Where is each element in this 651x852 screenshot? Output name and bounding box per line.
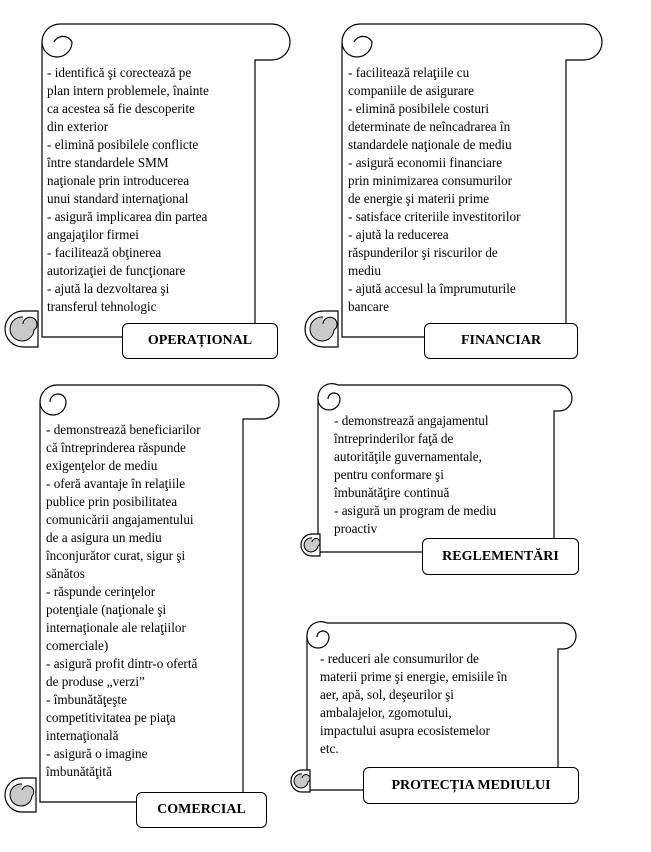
text-line: înconjurător curat, sigur şi [46, 548, 186, 563]
text-line: de a asigura un mediu [46, 530, 162, 545]
label-reglementari: REGLEMENTĂRI [422, 538, 579, 575]
text-line: proactiv [334, 521, 378, 536]
text-line: internaţionale ale relaţiilor [46, 620, 186, 635]
text-line: - elimină posibilele conflicte [47, 137, 199, 152]
label-comercial: COMERCIAL [136, 792, 267, 828]
text-line: potenţiale (naţionale şi [46, 602, 167, 617]
text-line: pentru conformare şi [334, 467, 444, 482]
text-line: - îmbunătăţeşte [46, 692, 127, 707]
text-line: de energie şi materii prime [348, 191, 490, 206]
reglementari-text [334, 412, 496, 538]
text-line: bancare [348, 299, 389, 314]
text-line: etc. [320, 741, 339, 756]
text-line: comerciale) [46, 638, 109, 653]
text-line: că întreprinderea răspunde [46, 440, 186, 455]
text-line: - reduceri ale consumurilor de [320, 651, 479, 666]
label-financiar: FINANCIAR [424, 323, 578, 359]
text-line: naţionale prin introducerea [47, 173, 190, 188]
text-line: prin minimizarea consumurilor [348, 173, 513, 188]
text-line: - asigură economii financiare [348, 155, 503, 170]
text-line: - asigură un program de mediu [334, 503, 497, 518]
text-line: mediu [348, 263, 381, 278]
text-line: între standardele SMM [47, 155, 169, 170]
text-line: plan intern problemele, înainte [47, 83, 209, 98]
text-line: - ajută la reducerea [348, 227, 449, 242]
text-line: - asigură implicarea din partea [47, 209, 208, 224]
text-line: - elimină posibilele costuri [348, 101, 489, 116]
text-line: comunicării angajamentului [46, 512, 194, 527]
text-line: publice prin posibilitatea [46, 494, 178, 509]
financiar-text [348, 64, 520, 316]
text-line: - răspunde cerinţelor [46, 584, 156, 599]
text-line: exigenţelor de mediu [46, 458, 158, 473]
text-line: determinate de neîncadrarea în [348, 119, 511, 134]
text-line: din exterior [47, 119, 109, 134]
text-line: materii prime şi energie, emisiile în [320, 669, 508, 684]
text-line: - asigură o imagine [46, 746, 148, 761]
text-line: de produse „verzi” [46, 674, 145, 689]
text-line: sănătos [46, 566, 85, 581]
text-line: unui standard internaţional [47, 191, 189, 206]
text-line: răspunderilor şi riscurilor de [348, 245, 498, 260]
text-line: - identifică şi corectează pe [47, 65, 192, 80]
text-line: ca acestea să fie descoperite [47, 101, 195, 116]
text-line: autorizaţiei de funcţionare [47, 263, 186, 278]
text-line: îmbunătăţire continuă [334, 485, 450, 500]
text-line: - satisface criteriile investitorilor [348, 209, 521, 224]
text-line: impactului asupra ecosistemelor [320, 723, 490, 738]
comercial-text [46, 421, 201, 781]
text-line: - demonstrează angajamentul [334, 413, 489, 428]
text-line: angajaţilor firmei [47, 227, 139, 242]
text-line: transferul tehnologic [47, 299, 157, 314]
text-line: întreprinderilor faţă de [334, 431, 454, 446]
text-line: aer, apă, sol, deşeurilor şi [320, 687, 454, 702]
text-line: - ajută accesul la împrumuturile [348, 281, 516, 296]
text-line: - ajută la dezvoltarea şi [47, 281, 170, 296]
text-line: competitivitatea pe piaţa [46, 710, 176, 725]
text-line: - demonstrează beneficiarilor [46, 422, 201, 437]
text-line: - facilitează obţinerea [47, 245, 162, 260]
text-line: ambalajelor, zgomotului, [320, 705, 452, 720]
text-line: standardele naţionale de mediu [348, 137, 512, 152]
label-protectia: PROTECȚIA MEDIULUI [363, 767, 579, 804]
text-line: - asigură profit dintr-o ofertă [46, 656, 198, 671]
text-line: îmbunătăţită [46, 764, 112, 779]
text-line: autorităţile guvernamentale, [334, 449, 482, 464]
text-line: - facilitează relaţiile cu [348, 65, 470, 80]
operational-text [47, 64, 209, 316]
text-line: - oferă avantaje în relaţiile [46, 476, 186, 491]
text-line: companiile de asigurare [348, 83, 474, 98]
text-line: internaţională [46, 728, 119, 743]
protectia-text [320, 650, 507, 758]
label-operational: OPERAȚIONAL [122, 323, 278, 359]
